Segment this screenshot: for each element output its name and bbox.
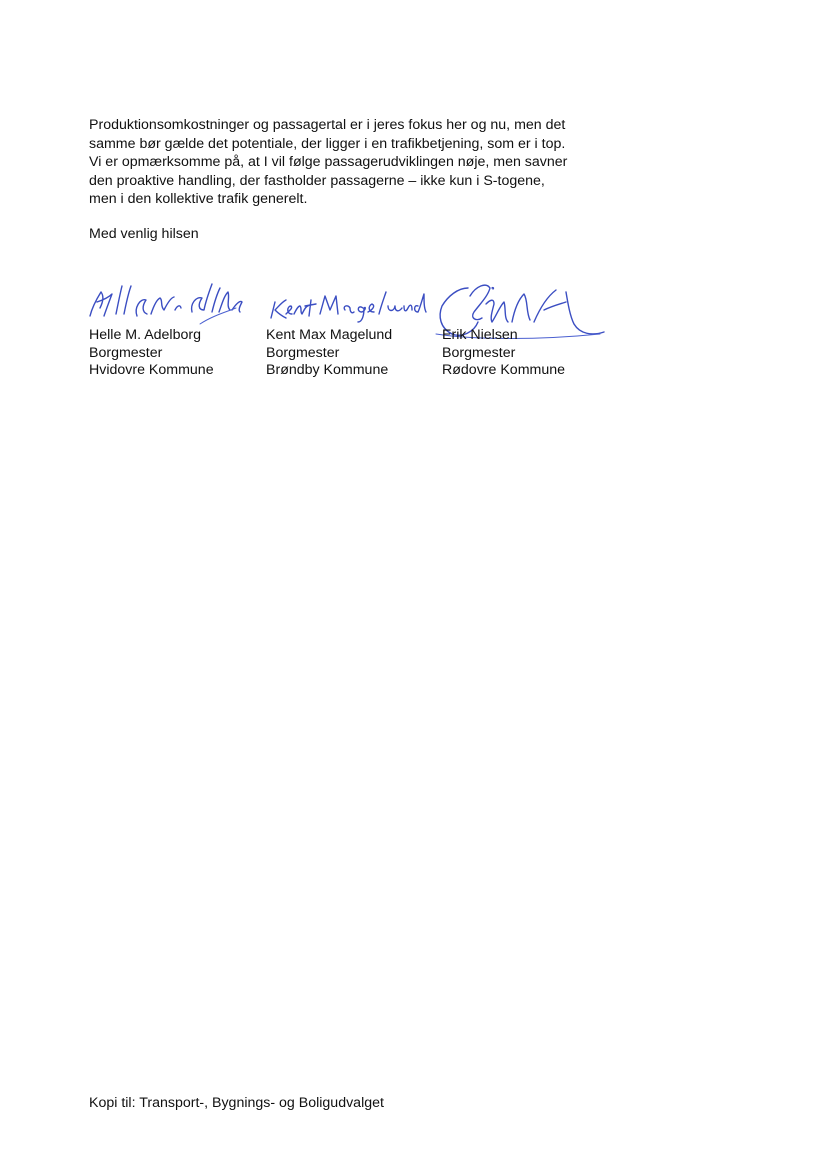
signatory-block: [442, 327, 565, 380]
signatory-organisation: Hvidovre Kommune: [89, 362, 214, 378]
body-line: Vi er opmærksomme på, at I vil følge passagerudviklingen nøje, men savner: [89, 154, 568, 170]
signatory-title: Borgmester: [442, 344, 516, 361]
body-line: samme bør gælde det potentiale, der ligger i en trafikbetjening, som er i top.: [89, 135, 566, 152]
signatory-organisation: Rødovre Kommune: [442, 362, 566, 378]
signatory-name: Erik Nielsen: [442, 327, 518, 343]
body-line: den proaktive handling, der fastholder passagerne – ikke kun i S-togene,: [89, 172, 545, 189]
body-line: Produktionsomkostninger og passagertal er i jeres fokus her og nu, men det: [89, 117, 566, 133]
signature-helle-adelborg: [90, 284, 242, 324]
letter-body: [89, 116, 629, 209]
signatory-organisation: Brøndby Kommune: [266, 362, 389, 378]
signatory-block: [89, 327, 214, 380]
closing-salutation: Med venlig hilsen: [89, 226, 199, 242]
signatory-title: Borgmester: [266, 344, 340, 361]
body-line: men i den kollektive trafik generelt.: [89, 191, 308, 207]
signatory-name: Helle M. Adelborg: [89, 327, 201, 343]
copy-to-line: Kopi til: Transport-, Bygnings- og Boligudvalget: [89, 1095, 384, 1111]
signatory-title: Borgmester: [89, 344, 163, 361]
signatory-name: Kent Max Magelund: [266, 327, 393, 343]
signatory-block: [266, 327, 392, 380]
signature-kent-magelund: [271, 292, 426, 322]
